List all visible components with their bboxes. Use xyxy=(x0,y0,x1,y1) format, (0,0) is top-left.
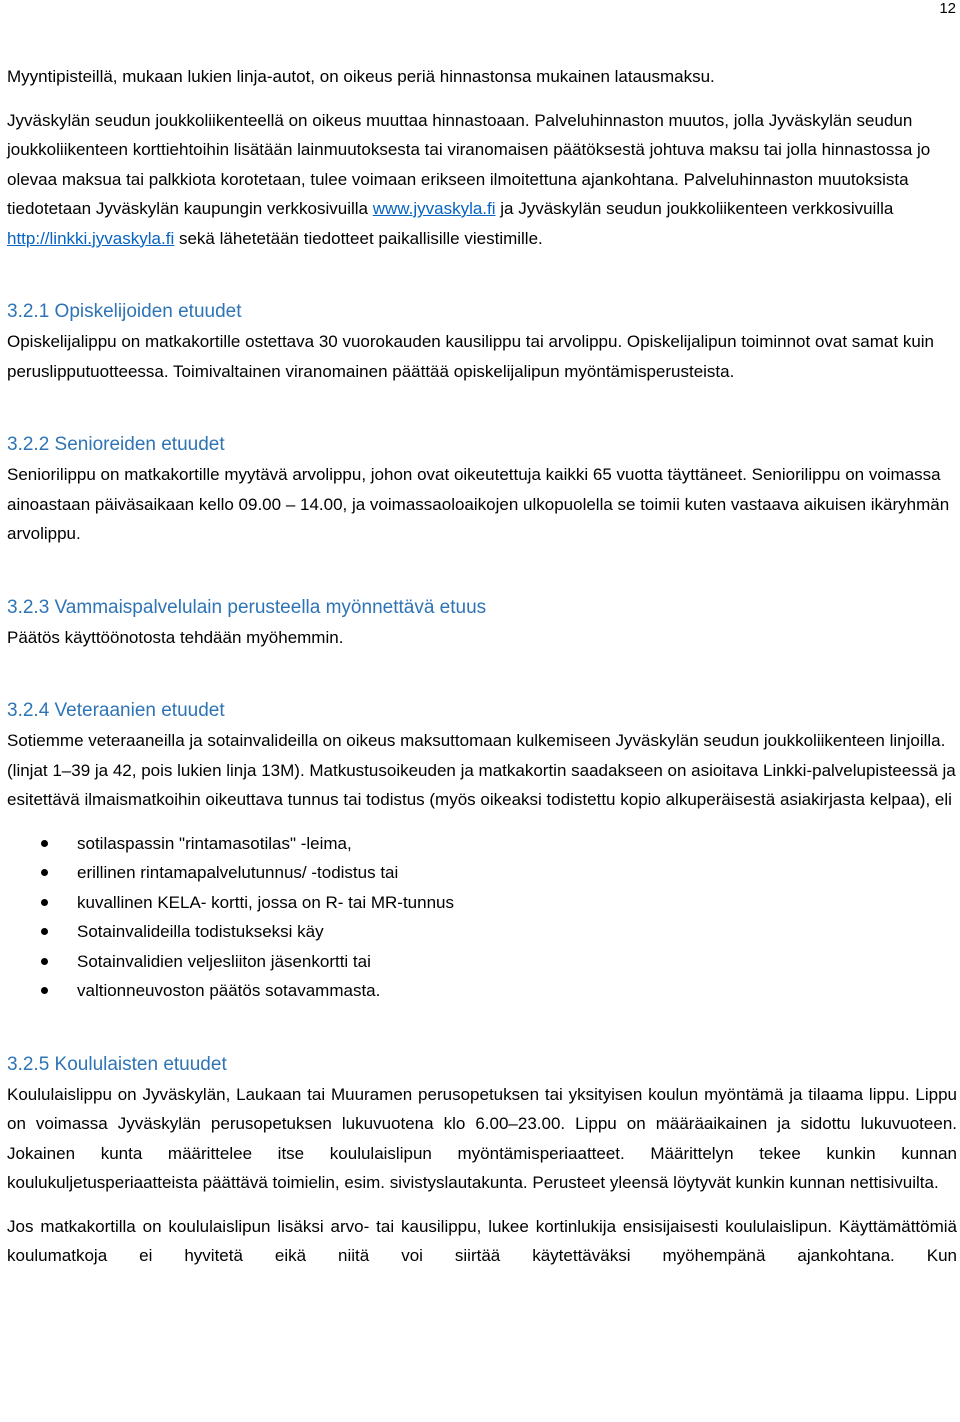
section-heading-disability-benefit: 3.2.3 Vammaispalvelulain perusteella myönnettävä etuus xyxy=(7,596,487,618)
intro-paragraph-2 xyxy=(7,106,957,254)
page-number: 12 xyxy=(939,0,956,17)
bullet-icon xyxy=(41,899,48,906)
document-body xyxy=(7,62,957,1271)
linkki-website-link[interactable]: http://linkki.jyvaskyla.fi xyxy=(7,228,175,248)
list-item: Sotainvalidien veljesliiton jäsenkortti tai xyxy=(7,947,957,977)
section-text-disability-benefit: Päätös käyttöönotosta tehdään myöhemmin. xyxy=(7,627,344,647)
veteran-proof-list xyxy=(7,829,957,1006)
intro-text-part-1: Jyväskylän seudun joukkoliikenteellä on oikeus muuttaa hinnastoaan. Palveluhinnaston muutos, jolla Jyväskylän seudun joukkoliikenteen korttiehtoihin lisätään lainmuutoksesta tai viranomaisen päätöksestä johtuva maksu tai jolla hinnastossa jo olevaa maksua tai palkkiota korotetaan, tulee voimaan erikseen ilmoitettuna ajankohtana. Palveluhinnaston muutoksista tiedotetaan Jyväskylän kaupungin verkkosivuilla xyxy=(7,110,931,218)
list-item: erillinen rintamapalvelutunnus/ -todistus tai xyxy=(7,858,957,888)
section-heading-pupil-benefits: 3.2.5 Koululaisten etuudet xyxy=(7,1053,227,1075)
section-heading-senior-benefits: 3.2.2 Senioreiden etuudet xyxy=(7,434,225,455)
bullet-icon xyxy=(41,987,48,994)
list-item: valtionneuvoston päätös sotavammasta. xyxy=(7,976,957,1006)
bullet-icon xyxy=(41,928,48,935)
intro-paragraph-1: Myyntipisteillä, mukaan lukien linja-autot, on oikeus periä hinnastonsa mukainen latausmaksu. xyxy=(7,67,715,86)
section-text-senior-benefits: Seniorilippu on matkakortille myytävä arvolippu, johon ovat oikeutettuja kaikki 65 vuotta täyttäneet. Seniorilippu on voimassa ainoastaan päiväsaikaan kello 09.00 – 14.00, ja voimassaoloaikojen ulkopuolella se toimii kuten vastaava aikuisen ikäryhmän arvolippu. xyxy=(7,465,950,543)
section-text-pupil-benefits: Koululaislippu on Jyväskylän, Laukaan tai Muuramen perusopetuksen tai yksityisen koulun myöntämä ja tilaama lippu. Lippu on voimassa Jyväskylän perusopetuksen lukuvuotena klo 6.00–23.00. Lippu on määräaikainen ja sidottu lukuvuoteen. Jokainen kunta määrittelee itse koululaislipun myöntämisperiaatteet. Määrittelyn tekee kunkin kunnan koulukuljetusperiaatteista päättävä toimielin, esim. sivistyslautakunta. Perusteet yleensä löytyvät kunkin kunnan nettisivuilta. xyxy=(7,1084,957,1192)
section-text-student-benefits: Opiskelijalippu on matkakortille ostettava 30 vuorokauden kausilippu tai arvolippu. Opiskelijalipun toiminnot ovat samat kuin peruslipputuotteessa. Toimivaltainen viranomainen päättää opiskelijalipun myöntämisperusteista. xyxy=(7,332,935,381)
list-item: kuvallinen KELA- kortti, jossa on R- tai MR-tunnus xyxy=(7,888,957,918)
list-item: Sotainvalideilla todistukseksi käy xyxy=(7,917,957,947)
section-heading-veteran-benefits: 3.2.4 Veteraanien etuudet xyxy=(7,700,225,721)
bullet-icon xyxy=(41,958,48,965)
intro-text-part-3: sekä lähetetään tiedotteet paikallisille viestimille. xyxy=(174,228,543,248)
jyvaskyla-website-link[interactable]: www.jyvaskyla.fi xyxy=(372,199,496,218)
section-text-veteran-benefits: Sotiemme veteraaneilla ja sotainvalideilla on oikeus maksuttomaan kulkemiseen Jyväskylän seudun joukkoliikenteen linjoilla. (linjat 1–39 ja 42, pois lukien linja 13M). Matkustusoikeuden ja matkakortin saadakseen on asioitava Linkki-palvelupisteessä ja esitettävä ilmaismatkoihin oikeuttava tunnus tai todistus (myös oikeaksi todistettu kopio alkuperäisestä asiakirjasta kelpaa), eli xyxy=(7,731,956,809)
bullet-icon xyxy=(41,869,48,876)
section-text-pupil-benefits-2: Jos matkakortilla on koululaislipun lisäksi arvo- tai kausilippu, lukee kortinlukija ensisijaisesti koululaislipun. Käyttämättömiä koulumatkoja ei hyvitetä eikä niitä voi siirtää käytettäväksi myöhempänä ajankohtana. Kun xyxy=(7,1216,957,1265)
bullet-icon xyxy=(41,840,48,847)
section-heading-student-benefits: 3.2.1 Opiskelijoiden etuudet xyxy=(7,301,242,322)
list-item: sotilaspassin "rintamasotilas" -leima, xyxy=(7,829,957,859)
intro-text-part-2: ja Jyväskylän seudun joukkoliikenteen verkkosivuilla xyxy=(495,199,894,218)
